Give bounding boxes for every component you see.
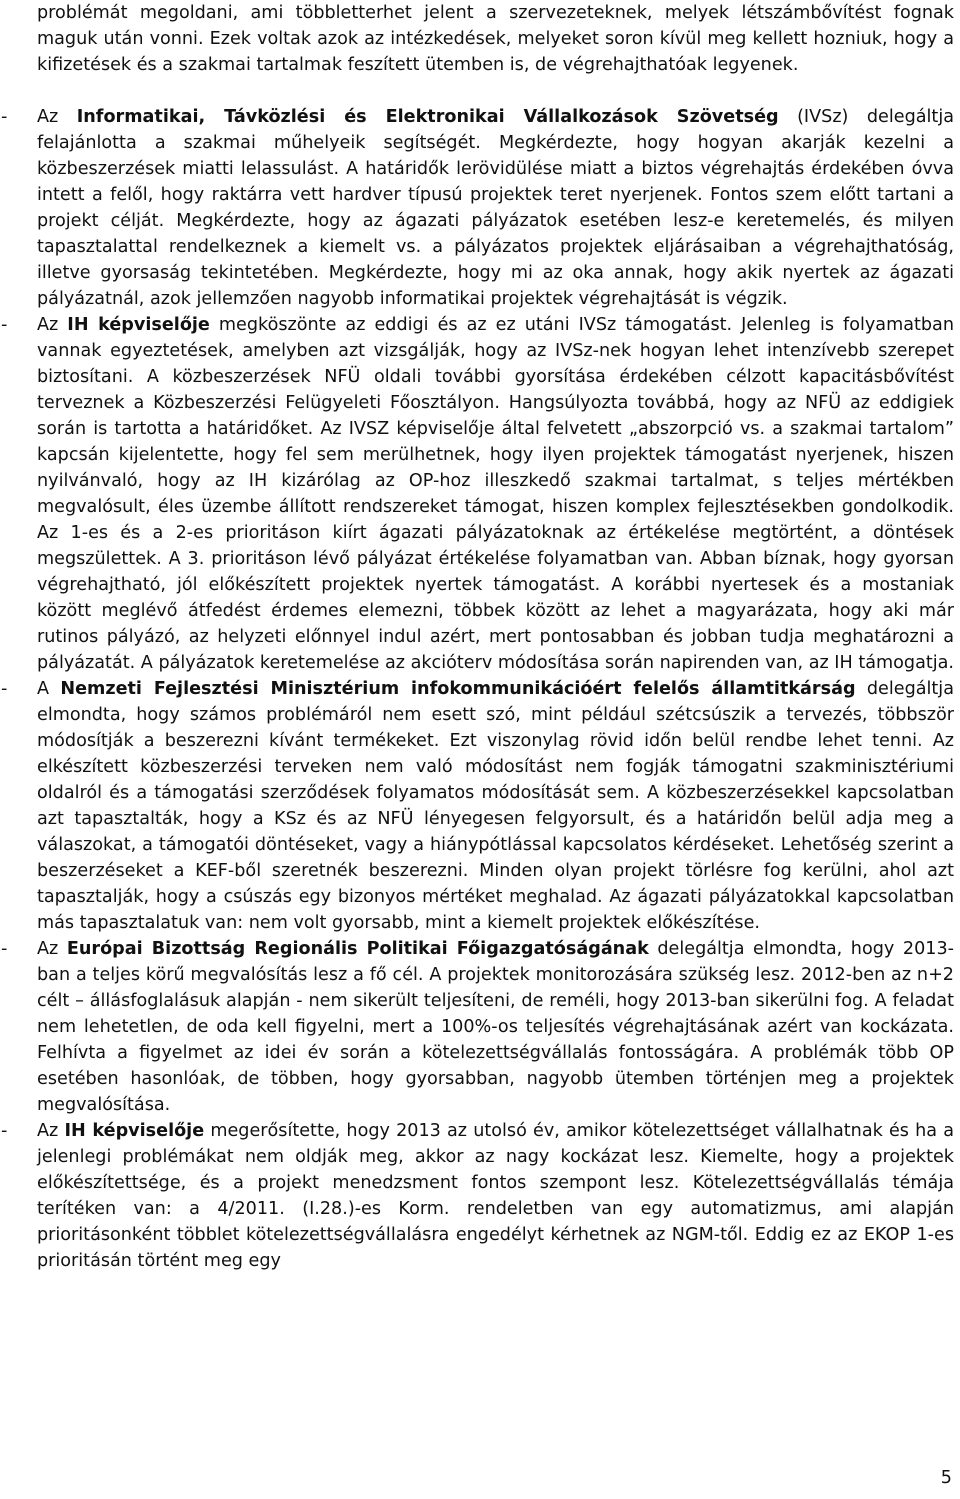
list-item: - Az IH képviselője megköszönte az eddigi és az ez utáni IVSz támogatást. Jelenleg is folyamatban vannak egyeztetések, amelyben azt vizsgálják, hogy az IVSz-nek hogyan lehet intenzívebb szerepet biztosítani. A közbeszerzések NFÜ oldali további gyorsítása érdekében célzott kapacitásbővítést terveznek a Közbeszerzési Felügyeleti Főosztályon. Hangsúlyozta továbbá, hogy az NFÜ az eddigiek során is tartotta a határidőket. Az IVSZ képviselője által felvetett „abszorpció vs. a szakmai tartalom” kapcsán kijelentette, hogy fel sem merülhetnek, hogy ilyen projektek támogatást nyerjenek, hiszen nyilvánvaló, hogy az IH kizárólag az OP-hoz illeszkedő szakmai tartalmat, s teljes mértékben megvalósult, éles üzembe állított rendszereket támogat, hiszen komplex fejlesztésekben gondolkodik. Az 1-es és a 2-es prioritáson kiírt ágazati pályázatoknak az értékelése megtörtént, a döntések megszülettek. A 3. prioritáson lévő pályázat értékelése folyamatban van. Abban bíznak, hogy gyorsan végrehajtható, jól előkészített projektek nyertek támogatást. A korábbi nyertesek és a mostaniak között meglévő átfedést érdemes elemezni, többek között az lehet a magyarázata, hogy aki már rutinos pályázó, az helyzeti előnnyel indul azért, mert pontosabban és jobban tudja meghatározni a pályázatát. A pályázatok keretemelése az akcióterv módosítása során napirenden van, az IH támogatja. (37, 312, 954, 676)
list-item: - Az Informatikai, Távközlési és Elektronikai Vállalkozások Szövetség (IVSz) delegáltja felajánlotta a szakmai műhelyeik segítségét. Megkérdezte, hogy hogyan akarják kezelni a közbeszerzések miatti lelassulást. A határidők lerövidülése miatt a biztos végrehajtás érdekében óvva intett a felől, hogy raktárra vett hardver típusú projektek teret nyerjenek. Fontos szem előtt tartani a projekt célját. Megkérdezte, hogy az ágazati pályázatok esetében lesz-e keretemelés, és milyen tapasztalattal rendelkeznek a kiemelt vs. a pályázatos projektek eljárásaiban a végrehajthatóság, illetve gyorsaság tekintetében. Megkérdezte, hogy mi az oka annak, hogy akik nyertek az ágazati pályázatnál, azok jellemzően nagyobb informatikai projektek végrehajtását is végzik. (37, 104, 954, 312)
list-dash: - (1, 107, 8, 127)
organization-name: Európai Bizottság Regionális Politikai Főigazgatóságának (66, 939, 649, 959)
bullet-list (1, 104, 955, 1274)
list-item: - A Nemzeti Fejlesztési Minisztérium infokommunikációért felelős államtitkárság delegáltja elmondta, hogy számos problémáról nem esett szó, mint például szétcsúszik a tervezés, többször módosítják a beszerezni kívánt termékeket. Ezt viszonylag rövid időn belül rendbe lehet tenni. Az elkészített közbeszerzési terveken nem való módosítást nem fogják támogatni szakminisztériumi oldalról és a támogatási szerződések folyamatos módosítását sem. A közbeszerzésekkel kapcsolatban azt tapasztalták, hogy a KSz és az NFÜ lényegesen felgyorsult, és a határidőn belül adja meg a válaszokat, a támogatói döntéseket, vagy a hiánypótlással kapcsolatos kérdéseket. Lehetőség szerint a beszerzéseket a KEF-ből szeretnék beszerezni. Minden olyan projekt törlésre fog kerülni, ahol azt tapasztalják, hogy a csúszás egy bizonyos mértéket meghalad. Az ágazati pályázatokkal kapcsolatban más tapasztalatuk van: nem volt gyorsabb, mint a kiemelt projektek előkészítése. (37, 676, 954, 936)
list-dash: - (1, 679, 8, 699)
intro-paragraph: problémát megoldani, ami többletterhet jelent a szervezeteknek, melyek létszámbővítést fognak maguk után vonni. Ezek voltak azok az intézkedések, melyeket soron kívül meg kellett hozniuk, hogy a kifizetések és a szakmai tartalmak feszített ütemben is, de végrehajthatóak legyenek. (37, 3, 954, 75)
organization-name: Informatikai, Távközlési és Elektronikai Vállalkozások Szövetség (76, 107, 779, 127)
page-number: 5 (940, 1468, 952, 1488)
organization-name: IH képviselője (67, 315, 210, 335)
list-dash: - (1, 315, 8, 335)
list-item: - Az Európai Bizottság Regionális Politikai Főigazgatóságának delegáltja elmondta, hogy 2013-ban a teljes körű megvalósítás lesz a fő cél. A projektek monitorozására szükség lesz. 2012-ben az n+2 célt – állásfoglalásuk alapján - nem sikerült teljesíteni, de reméli, hogy 2013-ban sikerülni fog. A feladat nem lehetetlen, de oda kell figyelni, mert a 100%-os teljesítés végrehajtásának azért van kockázata. Felhívta a figyelmet az idei év során a kötelezettségvállalás fontosságára. A problémák több OP esetében hasonlóak, de többen, hogy gyorsabban, nagyobb ütemben történjen meg a projektek megvalósítása. (37, 936, 954, 1118)
list-item: - Az IH képviselője megerősítette, hogy 2013 az utolsó év, amikor kötelezettséget vállalhatnak és ha a jelenlegi problémákat nem oldják meg, akkor az nagy kockázat lesz. Kiemelte, hogy a projektek előkészítettsége, és a projekt menedzsment fontos szempont lesz. Kötelezettségvállalás témája terítéken van: a 4/2011. (I.28.)-es Korm. rendeletben van egy automatizmus, ami alapján prioritásonként többlet kötelezettségvállalásra engedélyt kérhetnek az NGM-től. Eddig ez az EKOP 1-es prioritásán történt meg egy (37, 1118, 954, 1274)
organization-name: IH képviselője (64, 1121, 205, 1141)
organization-name: Nemzeti Fejlesztési Minisztérium infokommunikációért felelős államtitkárság (60, 679, 856, 699)
list-dash: - (1, 1121, 8, 1141)
list-dash: - (1, 939, 8, 959)
